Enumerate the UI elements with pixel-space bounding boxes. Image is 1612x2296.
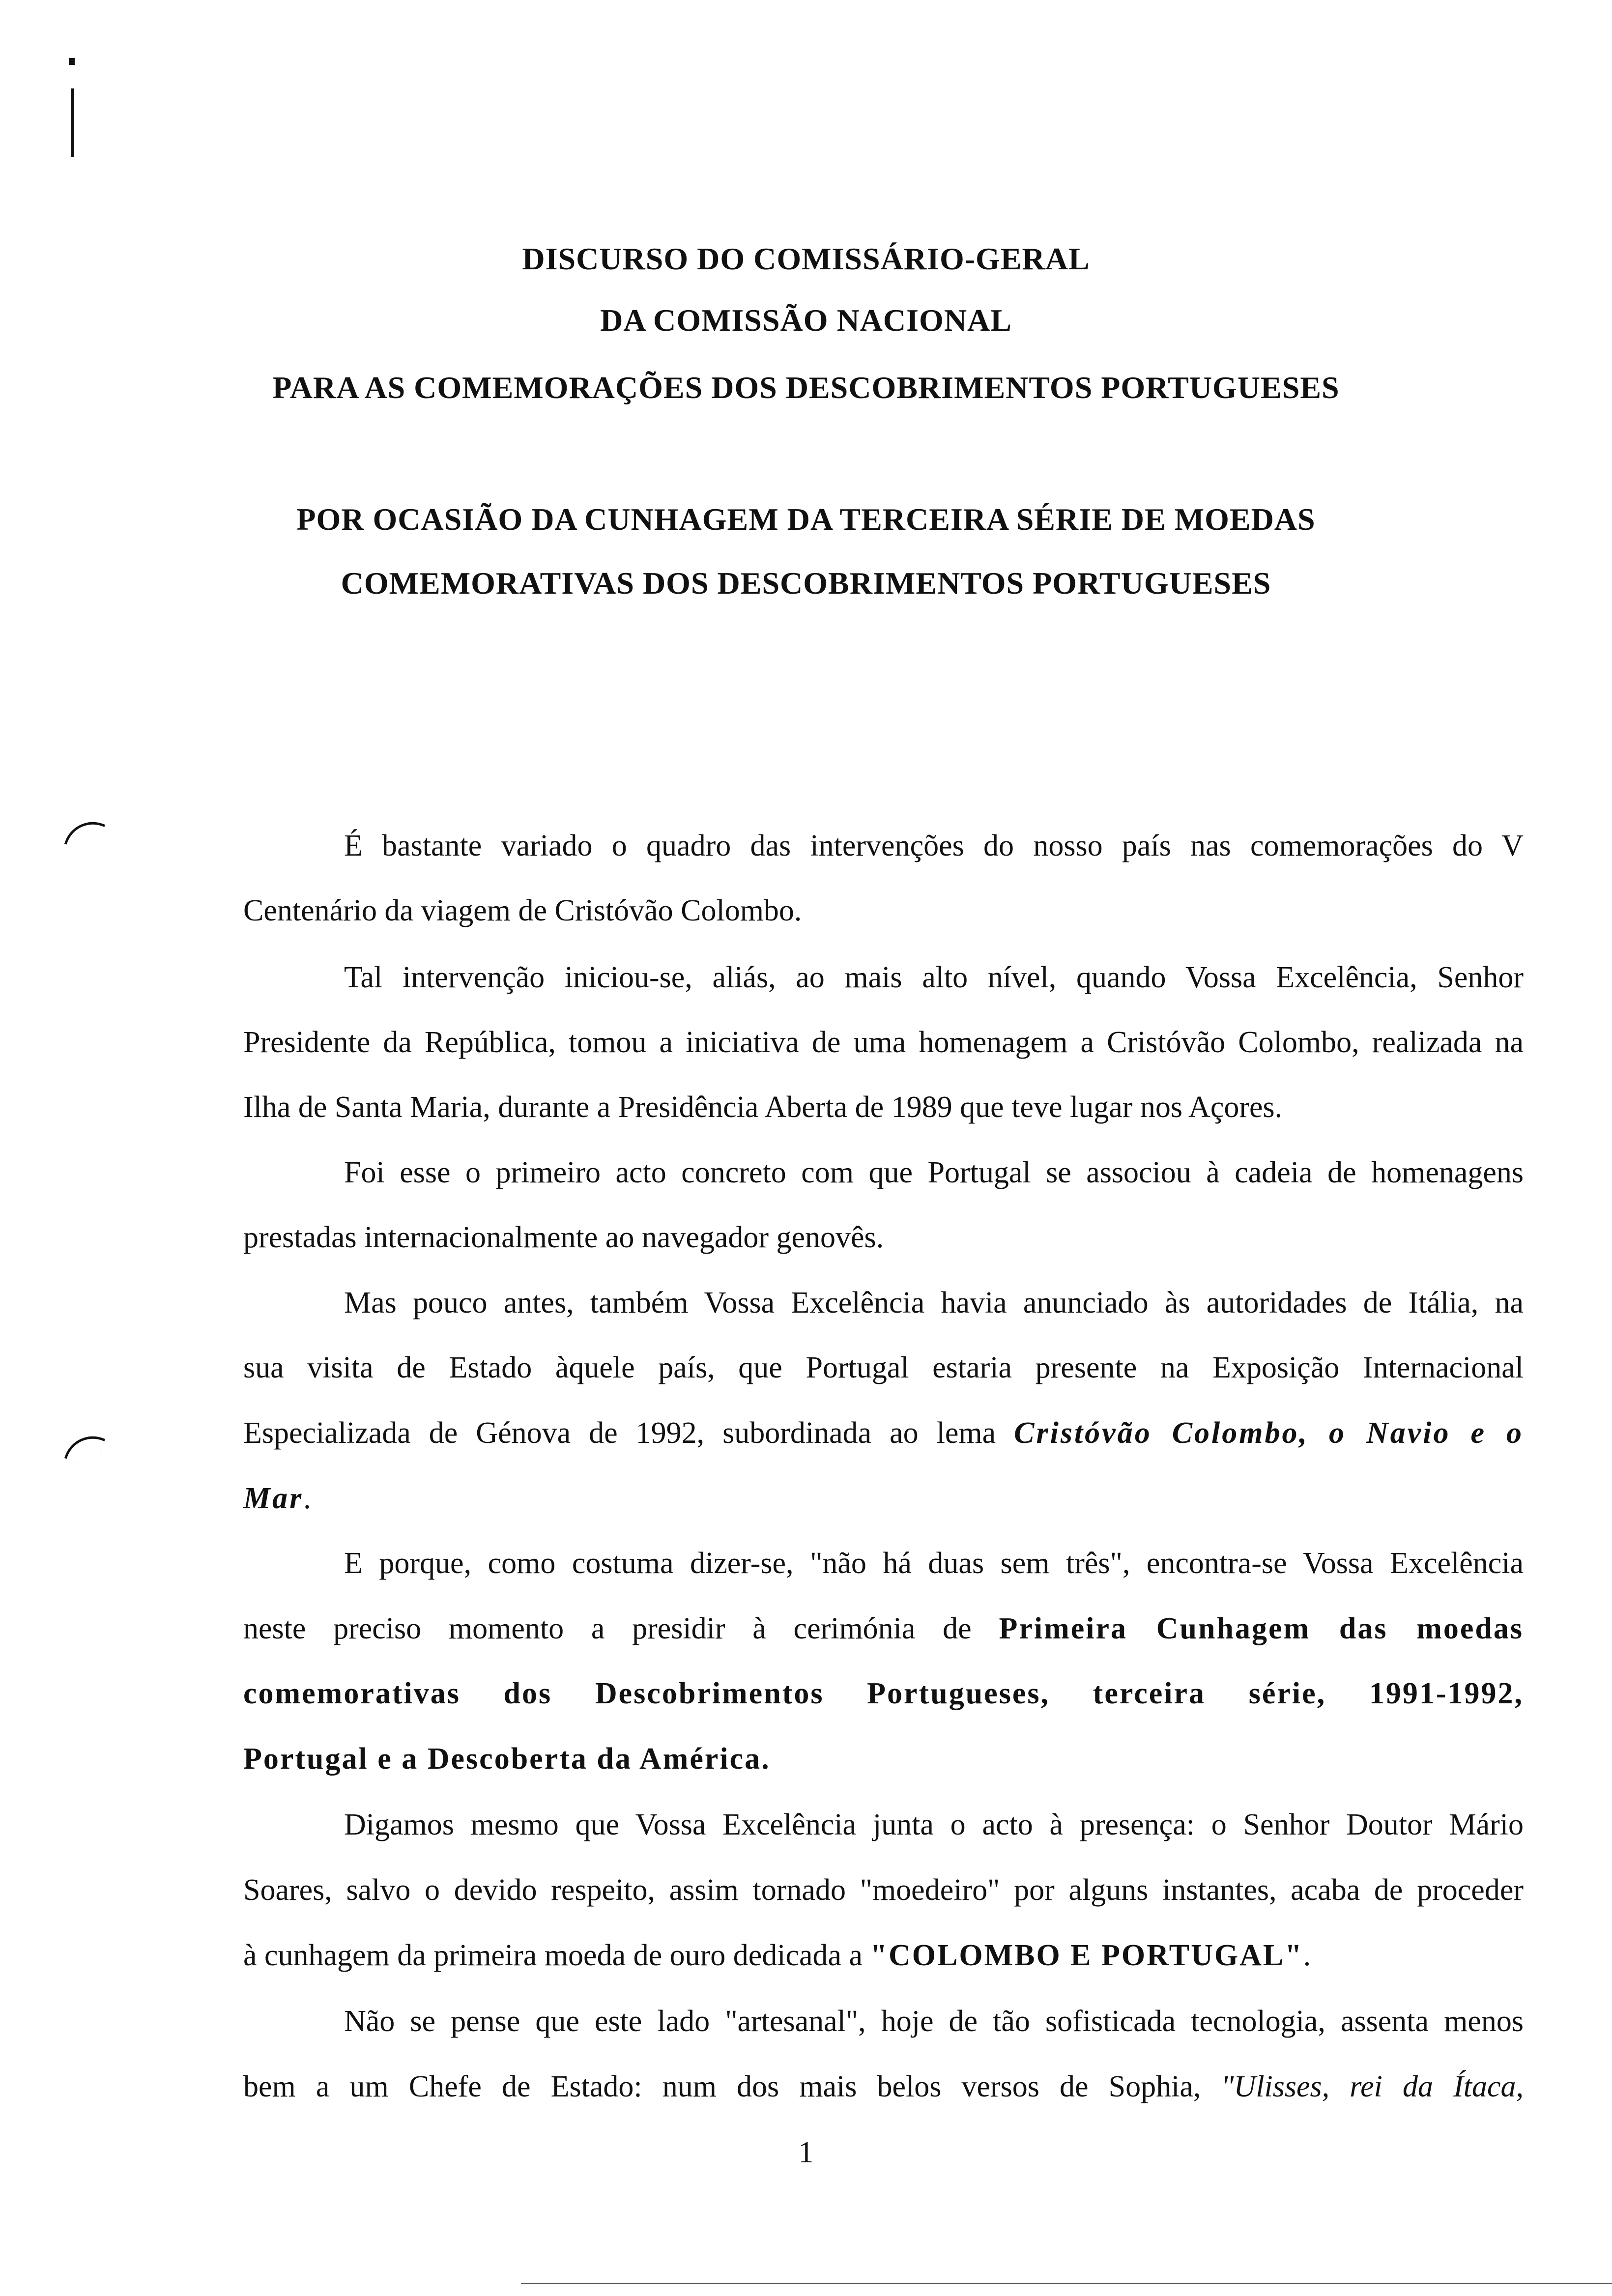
- subtitle-line-2: COMEMORATIVAS DOS DESCOBRIMENTOS PORTUGUESES: [341, 566, 1271, 601]
- sentence-period: .: [1303, 1939, 1311, 1972]
- paragraph-7-line-2-text: bem a um Chefe de Estado: num dos mais belos versos de Sophia,: [243, 2070, 1221, 2103]
- paragraph-3-line-1: Foi esse o primeiro acto concreto com que Portugal se associou à cadeia de homenagens: [344, 1156, 1524, 1189]
- title-line-1: DISCURSO DO COMISSÁRIO-GERAL: [522, 241, 1090, 276]
- paragraph-5-line-2-text: neste preciso momento a presidir à cerimónia de: [243, 1612, 999, 1645]
- page-number: 1: [798, 2136, 814, 2169]
- paragraph-5-line-4: Portugal e a Descoberta da América.: [243, 1742, 771, 1776]
- punch-hole-mark-upper: [64, 814, 105, 855]
- margin-line: [71, 88, 74, 157]
- paragraph-3-line-2: prestadas internacionalmente ao navegador genovês.: [243, 1221, 884, 1254]
- paragraph-2-line-2: Presidente da República, tomou a iniciativa de uma homenagem a Cristóvão Colombo, realizada na: [243, 1026, 1524, 1059]
- ceremony-title-start: Primeira Cunhagem das moedas: [999, 1612, 1524, 1645]
- paragraph-5-line-3: comemorativas dos Descobrimentos Portugueses, terceira série, 1991-1992,: [243, 1677, 1524, 1710]
- paragraph-6-line-3-text: à cunhagem da primeira moeda de ouro dedicada a: [243, 1939, 870, 1972]
- paragraph-4-line-1: Mas pouco antes, também Vossa Excelência havia anunciado às autoridades de Itália, na: [344, 1286, 1524, 1320]
- paragraph-4-line-4: [243, 1483, 1524, 1514]
- sentence-period: .: [303, 1482, 311, 1515]
- paragraph-4-line-3-text: Especializada de Génova de 1992, subordinada ao lema: [243, 1416, 1014, 1450]
- paragraph-6-line-1: Digamos mesmo que Vossa Excelência junta o acto à presença: o Senhor Doutor Mário: [344, 1808, 1524, 1841]
- margin-dot: [69, 58, 75, 65]
- paragraph-2-line-1: Tal intervenção iniciou-se, aliás, ao mais alto nível, quando Vossa Excelência, Senhor: [344, 961, 1524, 994]
- title-line-3: PARA AS COMEMORAÇÕES DOS DESCOBRIMENTOS PORTUGUESES: [272, 370, 1340, 405]
- paragraph-6-line-3: [243, 1940, 1524, 1971]
- paragraph-1-line-2: Centenário da viagem de Cristóvão Colombo.: [243, 894, 802, 927]
- exhibition-motto-end: Mar: [243, 1482, 304, 1515]
- paragraph-7-line-1: Não se pense que este lado "artesanal", hoje de tão sofisticada tecnologia, assenta menos: [344, 2005, 1524, 2038]
- title-line-2: DA COMISSÃO NACIONAL: [600, 303, 1012, 338]
- paragraph-4-line-2: sua visita de Estado àquele país, que Portugal estaria presente na Exposição Internacional: [243, 1351, 1524, 1384]
- poem-quote: "Ulisses, rei da Ítaca,: [1221, 2070, 1524, 2103]
- paragraph-5-line-2: [243, 1613, 1524, 1644]
- scan-edge-line: [521, 2283, 1612, 2284]
- exhibition-motto: Cristóvão Colombo, o Navio e o: [1014, 1416, 1524, 1450]
- coin-dedication: "COLOMBO E PORTUGAL": [870, 1939, 1303, 1972]
- subtitle-line-1: POR OCASIÃO DA CUNHAGEM DA TERCEIRA SÉRIE DE MOEDAS: [296, 502, 1316, 537]
- paragraph-1-line-1: É bastante variado o quadro das intervenções do nosso país nas comemorações do V: [344, 829, 1524, 862]
- paragraph-7-line-2: [243, 2071, 1524, 2102]
- paragraph-2-line-3: Ilha de Santa Maria, durante a Presidência Aberta de 1989 que teve lugar nos Açores.: [243, 1091, 1283, 1124]
- paragraph-4-line-3: [243, 1418, 1524, 1448]
- paragraph-5-line-1: E porque, como costuma dizer-se, "não há duas sem três", encontra-se Vossa Excelência: [344, 1547, 1524, 1580]
- punch-hole-mark-lower: [64, 1428, 105, 1469]
- paragraph-6-line-2: Soares, salvo o devido respeito, assim tornado "moedeiro" por alguns instantes, acaba de proceder: [243, 1873, 1524, 1907]
